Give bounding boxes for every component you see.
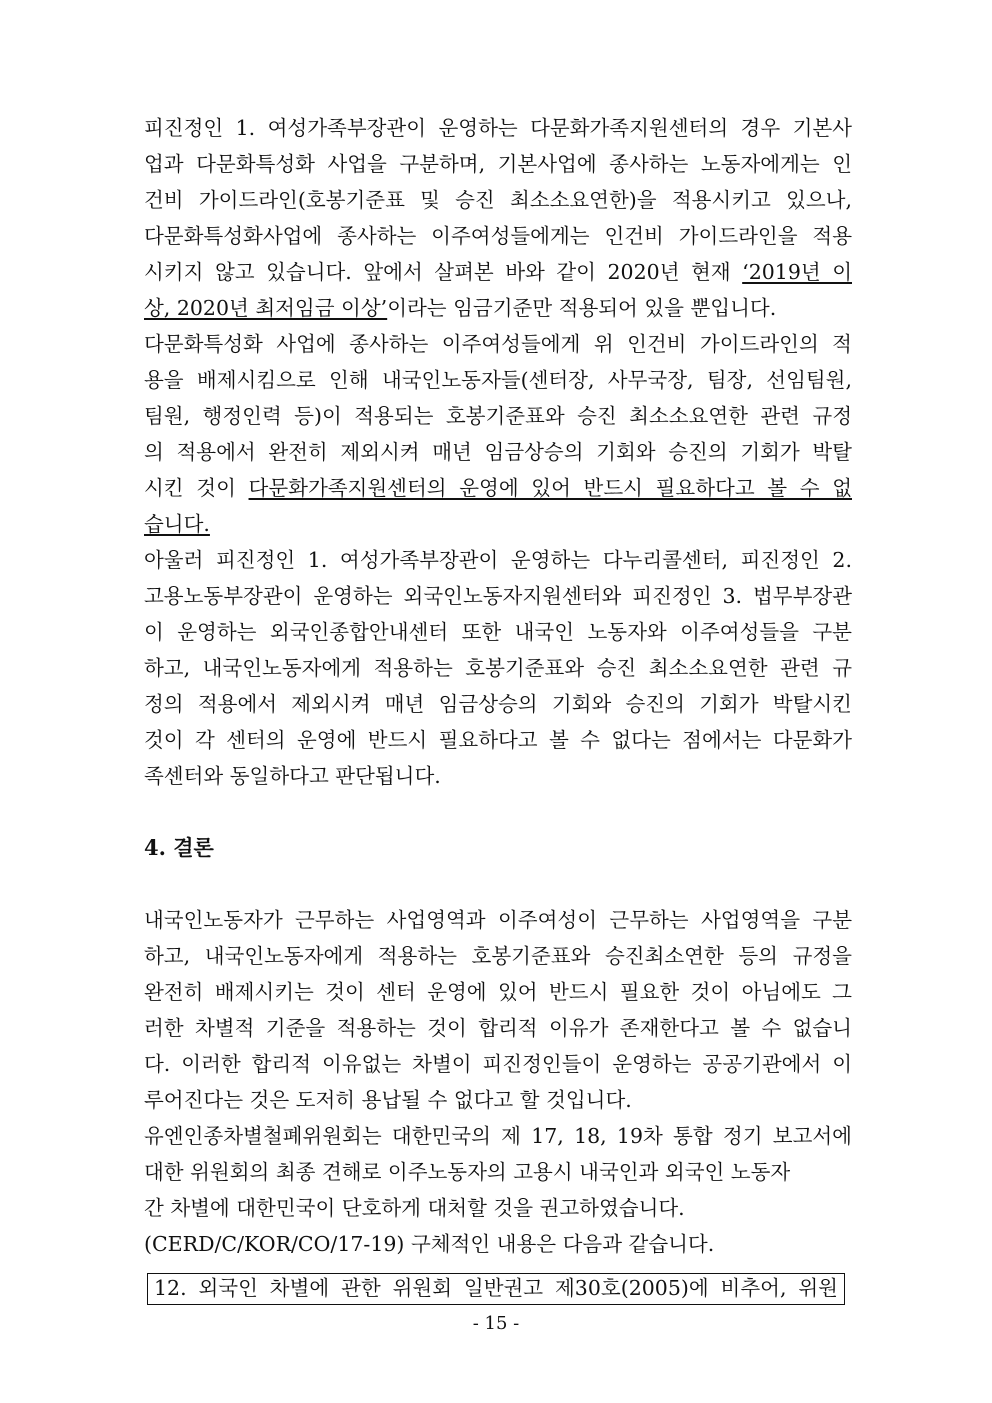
body-text-line: 하고, 내국인노동자에게 적용하는 호봉기준표와 승진최소연한 등의 규정을 — [144, 944, 852, 968]
body-text-line: 족센터와 동일하다고 판단됩니다. — [144, 764, 441, 788]
body-text-line: 간 차별에 대한민국이 단호하게 대처할 것을 권고하였습니다. — [144, 1196, 685, 1220]
underlined-text: 다문화가족지원센터의 운영에 있어 반드시 필요하다고 볼 수 없 — [248, 476, 852, 500]
boxed-quotation: 12. 외국인 차별에 관한 위원회 일반권고 제30호(2005)에 비추어, 위원 — [147, 1273, 845, 1305]
body-text-line — [144, 506, 852, 542]
body-text-line: 의 적용에서 완전히 제외시켜 매년 임금상승의 기회와 승진의 기회가 박탈 — [144, 440, 852, 464]
body-text-line: 정의 적용에서 제외시켜 매년 임금상승의 기회와 승진의 기회가 박탈시킨 — [144, 692, 852, 716]
underlined-text: 상, 2020년 최저임금 이상’ — [144, 296, 388, 320]
body-text-line: 건비 가이드라인(호봉기준표 및 승진 최소소요연한)을 적용시키고 있으나, — [144, 188, 852, 212]
underlined-text: ‘2019년 이 — [742, 260, 852, 284]
body-text-segment: 시킨 것이 — [144, 476, 249, 500]
body-text-line: 하고, 내국인노동자에게 적용하는 호봉기준표와 승진 최소소요연한 관련 규 — [144, 656, 852, 680]
body-text-line: 루어진다는 것은 도저히 용납될 수 없다고 할 것입니다. — [144, 1088, 632, 1112]
body-text-line: 팀원, 행정인력 등)이 적용되는 호봉기준표와 승진 최소소요연한 관련 규정 — [144, 404, 852, 428]
body-text-line: 이 운영하는 외국인종합안내센터 또한 내국인 노동자와 이주여성들을 구분 — [144, 620, 852, 644]
body-text-line: 완전히 배제시키는 것이 센터 운영에 있어 반드시 필요한 것이 아님에도 그 — [144, 980, 852, 1004]
body-text-line: (CERD/C/KOR/CO/17-19) 구체적인 내용은 다음과 같습니다. — [144, 1232, 715, 1256]
body-text-line: 내국인노동자가 근무하는 사업영역과 이주여성이 근무하는 사업영역을 구분 — [144, 908, 852, 932]
body-text-segment: 시키지 않고 있습니다. 앞에서 살펴본 바와 같이 2020년 현재 — [144, 260, 743, 284]
body-text-line — [144, 254, 852, 290]
body-text-segment: 이라는 임금기준만 적용되어 있을 뿐입니다. — [387, 296, 777, 320]
underlined-text: 습니다. — [144, 512, 210, 536]
body-text-line: 용을 배제시킴으로 인해 내국인노동자들(센터장, 사무국장, 팀장, 선임팀원, — [144, 368, 852, 392]
body-text-line: 아울러 피진정인 1. 여성가족부장관이 운영하는 다누리콜센터, 피진정인 2. — [144, 548, 852, 572]
page-number: - 15 - — [472, 1313, 520, 1334]
body-text-line: 대한 위원회의 최종 견해로 이주노동자의 고용시 내국인과 외국인 노동자 — [144, 1160, 791, 1184]
body-text-line: 러한 차별적 기준을 적용하는 것이 합리적 이유가 존재한다고 볼 수 없습니 — [144, 1016, 852, 1040]
body-text-line: 업과 다문화특성화 사업을 구분하며, 기본사업에 종사하는 노동자에게는 인 — [144, 152, 852, 176]
body-text-line: 다문화특성화 사업에 종사하는 이주여성들에게 위 인건비 가이드라인의 적 — [144, 332, 852, 356]
body-text-line: 피진정인 1. 여성가족부장관이 운영하는 다문화가족지원센터의 경우 기본사 — [144, 116, 852, 140]
body-text-line: 다문화특성화사업에 종사하는 이주여성들에게는 인건비 가이드라인을 적용 — [144, 224, 852, 248]
body-text-line: 다. 이러한 합리적 이유없는 차별이 피진정인들이 운영하는 공공기관에서 이 — [144, 1052, 852, 1076]
body-text-line — [144, 290, 852, 326]
section-heading: 4. 결론 — [144, 835, 214, 860]
body-text-line — [144, 470, 852, 506]
body-text-line: 것이 각 센터의 운영에 반드시 필요하다고 볼 수 없다는 점에서는 다문화가 — [144, 728, 852, 752]
body-text-line: 유엔인종차별철폐위원회는 대한민국의 제 17, 18, 19차 통합 정기 보고서에 — [144, 1124, 852, 1148]
body-text-line: 고용노동부장관이 운영하는 외국인노동자지원센터와 피진정인 3. 법무부장관 — [144, 584, 852, 608]
